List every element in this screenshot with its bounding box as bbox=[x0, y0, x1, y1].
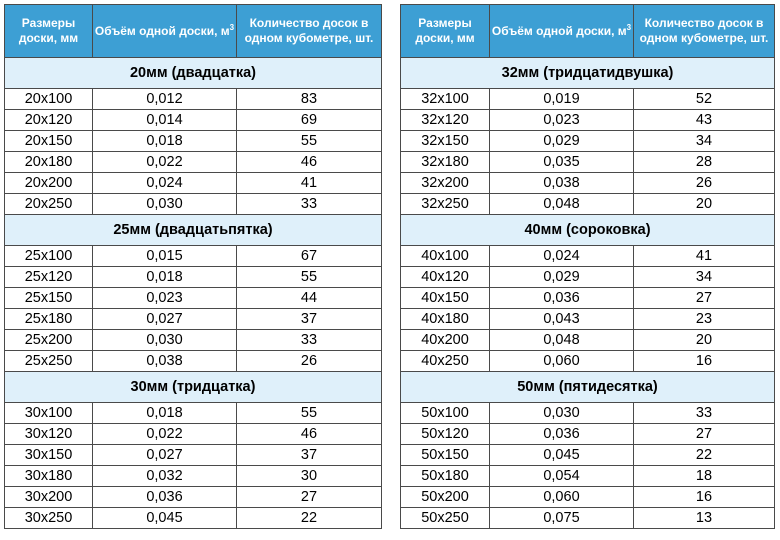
section-row bbox=[401, 58, 775, 89]
table-row bbox=[5, 152, 382, 173]
cell-count: 16 bbox=[634, 351, 775, 372]
table-row bbox=[5, 309, 382, 330]
cell-count: 20 bbox=[634, 330, 775, 351]
cell-count: 30 bbox=[237, 466, 382, 487]
table-row bbox=[5, 89, 382, 110]
header-size: Размеры доски, мм bbox=[5, 5, 93, 58]
table-row bbox=[5, 466, 382, 487]
section-title: 30мм (тридцатка) bbox=[5, 372, 382, 403]
table-row bbox=[401, 246, 775, 267]
cell-size: 32x100 bbox=[401, 89, 490, 110]
cell-size: 32x120 bbox=[401, 110, 490, 131]
cell-size: 40x250 bbox=[401, 351, 490, 372]
section-row bbox=[401, 215, 775, 246]
cell-volume: 0,054 bbox=[490, 466, 634, 487]
cell-volume: 0,024 bbox=[93, 173, 237, 194]
cell-volume: 0,022 bbox=[93, 424, 237, 445]
table-row bbox=[401, 110, 775, 131]
cell-count: 22 bbox=[237, 508, 382, 529]
cell-count: 26 bbox=[237, 351, 382, 372]
cell-volume: 0,024 bbox=[490, 246, 634, 267]
cell-count: 55 bbox=[237, 267, 382, 288]
cell-count: 28 bbox=[634, 152, 775, 173]
cell-count: 23 bbox=[634, 309, 775, 330]
cell-size: 30x200 bbox=[5, 487, 93, 508]
cell-size: 50x180 bbox=[401, 466, 490, 487]
cell-volume: 0,030 bbox=[490, 403, 634, 424]
section-row bbox=[5, 58, 382, 89]
cell-count: 27 bbox=[237, 487, 382, 508]
table-body bbox=[401, 58, 775, 529]
table-row bbox=[401, 309, 775, 330]
cell-size: 30x150 bbox=[5, 445, 93, 466]
section-title: 20мм (двадцатка) bbox=[5, 58, 382, 89]
cell-volume: 0,015 bbox=[93, 246, 237, 267]
cell-volume: 0,027 bbox=[93, 445, 237, 466]
table-row bbox=[5, 487, 382, 508]
section-title: 25мм (двадцатьпятка) bbox=[5, 215, 382, 246]
table-row bbox=[401, 152, 775, 173]
cell-count: 27 bbox=[634, 288, 775, 309]
cell-size: 40x180 bbox=[401, 309, 490, 330]
section-row bbox=[5, 215, 382, 246]
cell-volume: 0,019 bbox=[490, 89, 634, 110]
cell-count: 34 bbox=[634, 131, 775, 152]
cell-count: 67 bbox=[237, 246, 382, 267]
table-row bbox=[5, 351, 382, 372]
table-row bbox=[401, 173, 775, 194]
cell-volume: 0,029 bbox=[490, 267, 634, 288]
cell-volume: 0,023 bbox=[93, 288, 237, 309]
table-row bbox=[5, 173, 382, 194]
cell-size: 50x120 bbox=[401, 424, 490, 445]
table-row bbox=[401, 288, 775, 309]
header-volume-text: Объём одной доски, м bbox=[491, 23, 627, 38]
cell-size: 20x200 bbox=[5, 173, 93, 194]
section-title: 40мм (сороковка) bbox=[401, 215, 775, 246]
table-row bbox=[5, 246, 382, 267]
cell-count: 33 bbox=[237, 330, 382, 351]
cell-size: 25x200 bbox=[5, 330, 93, 351]
cell-count: 16 bbox=[634, 487, 775, 508]
cell-size: 25x120 bbox=[5, 267, 93, 288]
cell-size: 25x150 bbox=[5, 288, 93, 309]
cell-volume: 0,030 bbox=[93, 194, 237, 215]
cell-size: 20x120 bbox=[5, 110, 93, 131]
cell-volume: 0,038 bbox=[490, 173, 634, 194]
cell-size: 40x120 bbox=[401, 267, 490, 288]
cell-volume: 0,036 bbox=[490, 288, 634, 309]
section-row bbox=[5, 372, 382, 403]
table-row bbox=[5, 403, 382, 424]
cell-size: 32x180 bbox=[401, 152, 490, 173]
table-row bbox=[5, 194, 382, 215]
cell-size: 50x250 bbox=[401, 508, 490, 529]
cell-size: 30x180 bbox=[5, 466, 93, 487]
board-table-right bbox=[400, 4, 775, 529]
cell-size: 20x250 bbox=[5, 194, 93, 215]
cell-size: 20x100 bbox=[5, 89, 93, 110]
cell-count: 20 bbox=[634, 194, 775, 215]
cell-count: 46 bbox=[237, 152, 382, 173]
table-row bbox=[401, 466, 775, 487]
table-row bbox=[5, 288, 382, 309]
cell-count: 37 bbox=[237, 309, 382, 330]
cell-size: 30x100 bbox=[5, 403, 93, 424]
cell-volume: 0,030 bbox=[93, 330, 237, 351]
cell-count: 55 bbox=[237, 131, 382, 152]
header-row bbox=[5, 5, 382, 58]
cell-volume: 0,036 bbox=[93, 487, 237, 508]
cell-volume: 0,036 bbox=[490, 424, 634, 445]
cell-size: 30x250 bbox=[5, 508, 93, 529]
header-volume-text: Объём одной доски, м bbox=[94, 23, 230, 38]
cell-count: 33 bbox=[237, 194, 382, 215]
cell-volume: 0,018 bbox=[93, 267, 237, 288]
table-row bbox=[5, 267, 382, 288]
header-volume-sup: 3 bbox=[229, 22, 235, 32]
cell-count: 22 bbox=[634, 445, 775, 466]
table-row bbox=[401, 194, 775, 215]
cell-volume: 0,060 bbox=[490, 351, 634, 372]
cell-count: 13 bbox=[634, 508, 775, 529]
header-volume bbox=[93, 5, 237, 58]
cell-volume: 0,048 bbox=[490, 330, 634, 351]
table-row bbox=[5, 131, 382, 152]
cell-volume: 0,027 bbox=[93, 309, 237, 330]
cell-size: 40x150 bbox=[401, 288, 490, 309]
table-row bbox=[401, 267, 775, 288]
table-row bbox=[401, 351, 775, 372]
cell-size: 40x200 bbox=[401, 330, 490, 351]
cell-volume: 0,045 bbox=[490, 445, 634, 466]
cell-count: 83 bbox=[237, 89, 382, 110]
cell-volume: 0,018 bbox=[93, 131, 237, 152]
cell-volume: 0,029 bbox=[490, 131, 634, 152]
cell-size: 20x150 bbox=[5, 131, 93, 152]
table-row bbox=[5, 110, 382, 131]
cell-size: 32x200 bbox=[401, 173, 490, 194]
table-row bbox=[401, 89, 775, 110]
cell-count: 69 bbox=[237, 110, 382, 131]
cell-volume: 0,035 bbox=[490, 152, 634, 173]
cell-volume: 0,043 bbox=[490, 309, 634, 330]
table-row bbox=[401, 508, 775, 529]
cell-size: 25x100 bbox=[5, 246, 93, 267]
cell-size: 32x250 bbox=[401, 194, 490, 215]
cell-count: 55 bbox=[237, 403, 382, 424]
header-volume-sup: 3 bbox=[626, 22, 632, 32]
cell-count: 37 bbox=[237, 445, 382, 466]
table-row bbox=[401, 487, 775, 508]
cell-count: 27 bbox=[634, 424, 775, 445]
cell-size: 40x100 bbox=[401, 246, 490, 267]
cell-size: 20x180 bbox=[5, 152, 93, 173]
cell-volume: 0,032 bbox=[93, 466, 237, 487]
table-row bbox=[401, 131, 775, 152]
table-row bbox=[401, 424, 775, 445]
section-title: 32мм (тридцатидвушка) bbox=[401, 58, 775, 89]
cell-count: 43 bbox=[634, 110, 775, 131]
cell-count: 18 bbox=[634, 466, 775, 487]
cell-volume: 0,060 bbox=[490, 487, 634, 508]
cell-volume: 0,014 bbox=[93, 110, 237, 131]
cell-volume: 0,048 bbox=[490, 194, 634, 215]
cell-size: 25x180 bbox=[5, 309, 93, 330]
header-count: Количество досок в одном кубометре, шт. bbox=[634, 5, 775, 58]
cell-volume: 0,018 bbox=[93, 403, 237, 424]
cell-size: 30x120 bbox=[5, 424, 93, 445]
table-body bbox=[5, 58, 382, 529]
cell-size: 50x150 bbox=[401, 445, 490, 466]
cell-count: 41 bbox=[237, 173, 382, 194]
cell-count: 44 bbox=[237, 288, 382, 309]
board-table-left bbox=[4, 4, 382, 529]
header-size: Размеры доски, мм bbox=[401, 5, 490, 58]
cell-volume: 0,022 bbox=[93, 152, 237, 173]
cell-count: 33 bbox=[634, 403, 775, 424]
header-count: Количество досок в одном кубометре, шт. bbox=[237, 5, 382, 58]
cell-count: 41 bbox=[634, 246, 775, 267]
cell-count: 26 bbox=[634, 173, 775, 194]
table-row bbox=[5, 445, 382, 466]
cell-volume: 0,012 bbox=[93, 89, 237, 110]
cell-volume: 0,038 bbox=[93, 351, 237, 372]
cell-volume: 0,075 bbox=[490, 508, 634, 529]
section-title: 50мм (пятидесятка) bbox=[401, 372, 775, 403]
table-row bbox=[401, 445, 775, 466]
section-row bbox=[401, 372, 775, 403]
cell-size: 25x250 bbox=[5, 351, 93, 372]
header-row bbox=[401, 5, 775, 58]
header-volume bbox=[490, 5, 634, 58]
cell-volume: 0,023 bbox=[490, 110, 634, 131]
table-row bbox=[5, 424, 382, 445]
cell-volume: 0,045 bbox=[93, 508, 237, 529]
table-row bbox=[5, 508, 382, 529]
cell-size: 50x100 bbox=[401, 403, 490, 424]
table-row bbox=[401, 403, 775, 424]
cell-size: 50x200 bbox=[401, 487, 490, 508]
cell-count: 46 bbox=[237, 424, 382, 445]
cell-count: 52 bbox=[634, 89, 775, 110]
cell-size: 32x150 bbox=[401, 131, 490, 152]
table-row bbox=[401, 330, 775, 351]
cell-count: 34 bbox=[634, 267, 775, 288]
table-row bbox=[5, 330, 382, 351]
